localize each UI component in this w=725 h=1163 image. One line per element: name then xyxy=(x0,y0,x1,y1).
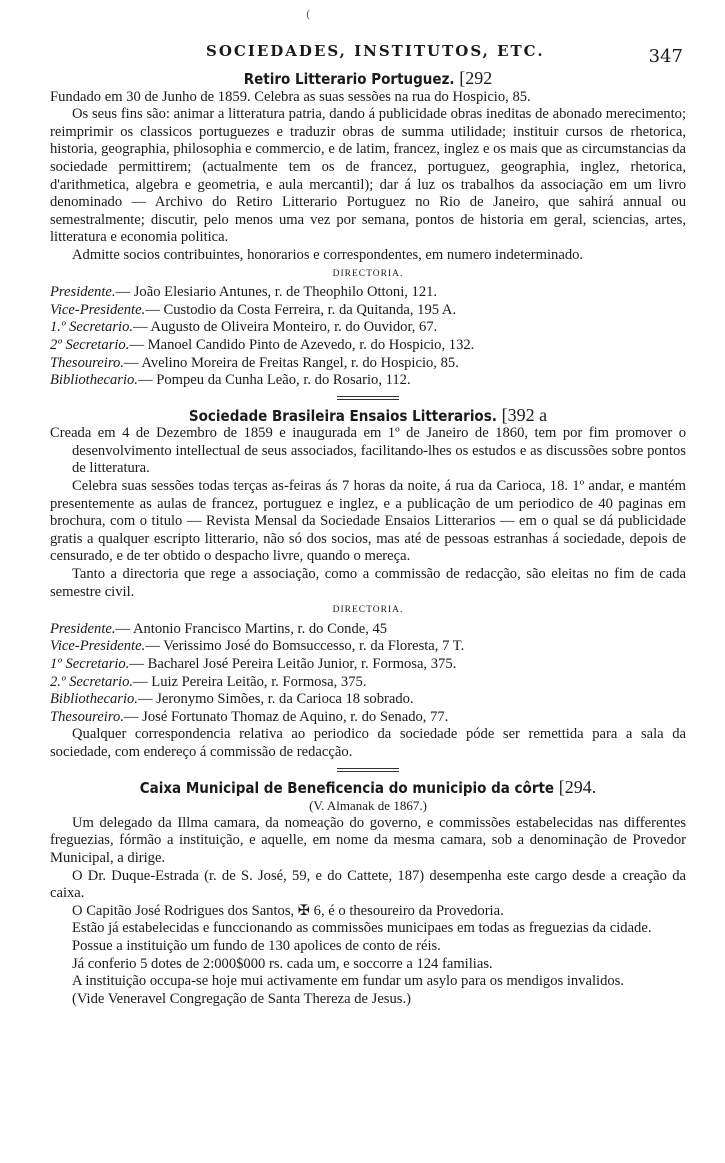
directory-role: 2º Secretario. xyxy=(50,336,130,353)
directory-role: Vice-Presidente. xyxy=(50,301,146,318)
directory-row xyxy=(50,372,686,390)
directory-entry: — Luiz Pereira Leitão, r. Formosa, 375. xyxy=(133,673,367,690)
directory-entry: — João Elesiario Antunes, r. de Theophilo Ottoni, 121. xyxy=(115,284,438,301)
page-content xyxy=(50,70,686,1008)
directory-entry: — Antonio Francisco Martins, r. do Conde, 45 xyxy=(115,620,388,637)
paragraph: Qualquer correspondencia relativa ao periodico da sociedade póde ser remettida para a sala da sociedade, com endereço á commissão de redacção. xyxy=(50,726,686,760)
paragraph: Os seus fins são: animar a litteratura patria, dando á publicidade obras ineditas de abonado merecimento; reimprimir os classicos portuguezes e traduzir obras de summa utilidade; instituir cursos de rhetorica, historia, geographia, philosophia e commercio, e de latim, francez, inglez e os mais que as circumstancias da sociedade permittirem; (actualmente tem os de francez, portuguez, geographia, inglez, rhetorica, d'arithmetica, algebra e geometria, e aula mercantil); dar á luz os trabalhos da associação em um livro denominado — Archivo do Retiro Litterario Portuguez no Rio de Janeiro, que sahirá annual ou semestralmente; discutir, pelo menos uma vez por semana, pontos de historia em geral, sciencias, artes, litteratura e economia politica. xyxy=(50,106,686,246)
directory-entry: — Pompeu da Cunha Leão, r. do Rosario, 112. xyxy=(137,372,411,389)
directory-row xyxy=(50,355,686,373)
directory-list xyxy=(50,621,686,727)
paragraph: Um delegado da Illma camara, da nomeação do governo, e commissões estabelecidas nas differentes freguezias, fórmão a instituição, e aquelle, em nome da mesma camara, sob a denominação de Provedor Municipal, a dirige. xyxy=(50,814,686,866)
paragraph: (Vide Veneravel Congregação de Santa Thereza de Jesus.) xyxy=(72,990,411,1007)
page-mark: ( xyxy=(306,8,311,21)
section-subtitle: (V. Almanak de 1867.) xyxy=(309,798,427,814)
directory-role: Thesoureiro. xyxy=(50,708,124,725)
directory-role: 1.º Secretario. xyxy=(50,319,134,336)
paragraph: A instituição occupa-se hoje mui activamente em fundar um asylo para os mendigos invalidos. xyxy=(72,973,624,990)
section-title-text: Retiro Litterario Portuguez. xyxy=(243,70,455,88)
directory-row xyxy=(50,709,686,727)
directory-entry: — Augusto de Oliveira Monteiro, r. do Ouvidor, 67. xyxy=(133,319,438,336)
paragraph: Estão já estabelecidas e funccionando as commissões municipaes em todas as freguezias da cidade. xyxy=(72,920,652,937)
paragraph: O Dr. Duque-Estrada (r. de S. José, 59, e do Cattete, 187) desempenha este cargo desde a creação da caixa. xyxy=(50,867,686,902)
section-divider xyxy=(337,396,399,400)
paragraph: Possue a instituição um fundo de 130 apolices de conto de réis. xyxy=(72,937,441,954)
section-divider xyxy=(337,768,399,772)
section-retiro-litterario xyxy=(50,70,686,390)
directory-role: 2.º Secretario. xyxy=(50,673,134,690)
section-title xyxy=(50,404,686,426)
section-title-text: Sociedade Brasileira Ensaios Litterarios. xyxy=(188,406,497,425)
directory-role: Vice-Presidente. xyxy=(50,638,146,655)
paragraph: Admitte socios contribuintes, honorarios e correspondentes, em numero indeterminado. xyxy=(72,246,584,263)
directory-row xyxy=(50,319,686,337)
directory-row xyxy=(50,638,686,656)
paragraph: Já conferio 5 dotes de 2:000$000 rs. cada um, e soccorre a 124 familias. xyxy=(72,955,493,972)
directory-role: Bibliothecario. xyxy=(50,372,138,389)
paragraph: Creada em 4 de Dezembro de 1859 e inaugurada em 1º de Janeiro de 1860, tem por fim promover o desenvolvimento intellectual de seus associados, facilitando-lhes os estudos e as discussões sobre pontos de litteratura. xyxy=(50,425,686,477)
directory-role: Presidente. xyxy=(50,284,116,301)
paragraph: Tanto a directoria que rege a associação, como a commissão de redacção, são eleitas no fim de cada semestre civil. xyxy=(50,566,686,600)
directory-entry: — Manoel Candido Pinto de Azevedo, r. do Hospicio, 132. xyxy=(129,336,475,353)
section-title-text: Caixa Municipal de Beneficencia do municipio da côrte xyxy=(139,778,555,797)
directory-row xyxy=(50,337,686,355)
section-number: [292 xyxy=(459,68,493,88)
directory-entry: — Avelino Moreira de Freitas Rangel, r. do Hospicio, 85. xyxy=(123,354,459,371)
paragraph: Fundado em 30 de Junho de 1859. Celebra as suas sessões na rua do Hospicio, 85. xyxy=(50,88,531,105)
paragraph: Celebra suas sessões todas terças as-feiras ás 7 horas da noite, á rua da Carioca, 18. 1º andar, e mantém presentemente as aulas de francez, portuguez e inglez, e a publicação de um periodico de 40 paginas em brochura, com o titulo — Revista Mensal da Sociedade Ensaios Litterarios — em o qual se dá publicidade gratis a qualquer escripto litterario, não só dos socios, mas até de pessoas estranhas á sociedade, depois de censurado, e de ter obtido o despacho livre, quando o mereça. xyxy=(50,478,686,565)
directory-role: Thesoureiro. xyxy=(50,354,124,371)
section-title xyxy=(50,776,686,798)
directory-row xyxy=(50,674,686,692)
directory-role: 1º Secretario. xyxy=(50,656,130,672)
directory-row xyxy=(50,284,686,302)
section-caixa-municipal xyxy=(50,776,686,1009)
running-head: SOCIEDADES, INSTITUTOS, ETC. xyxy=(206,42,545,60)
directory-entry: — Custodio da Costa Ferreira, r. da Quitanda, 195 A. xyxy=(145,301,457,318)
directory-list xyxy=(50,284,686,390)
section-number: [392 a xyxy=(501,404,548,425)
directory-heading: DIRECTORIA. xyxy=(332,605,404,616)
directory-row xyxy=(50,691,686,709)
directory-heading: DIRECTORIA. xyxy=(332,268,404,279)
section-number: [294. xyxy=(558,776,597,797)
section-title xyxy=(50,70,686,89)
directory-entry: — José Fortunato Thomaz de Aquino, r. do Senado, 77. xyxy=(123,708,449,725)
section-sociedade-ensaios xyxy=(50,404,686,762)
directory-row xyxy=(50,656,686,674)
paragraph: O Capitão José Rodrigues dos Santos, ✠ 6, é o thesoureiro da Provedoria. xyxy=(72,902,504,919)
directory-role: Bibliothecario. xyxy=(50,691,138,708)
directory-entry: — Jeronymo Simões, r. da Carioca 18 sobrado. xyxy=(137,691,414,708)
directory-entry: — Bacharel José Pereira Leitão Junior, r. Formosa, 375. xyxy=(129,656,457,672)
directory-row xyxy=(50,621,686,639)
page-number: 347 xyxy=(648,46,683,67)
directory-role: Presidente. xyxy=(50,620,116,637)
directory-entry: — Verissimo José do Bomsuccesso, r. da Floresta, 7 T. xyxy=(145,638,465,655)
directory-row xyxy=(50,302,686,320)
